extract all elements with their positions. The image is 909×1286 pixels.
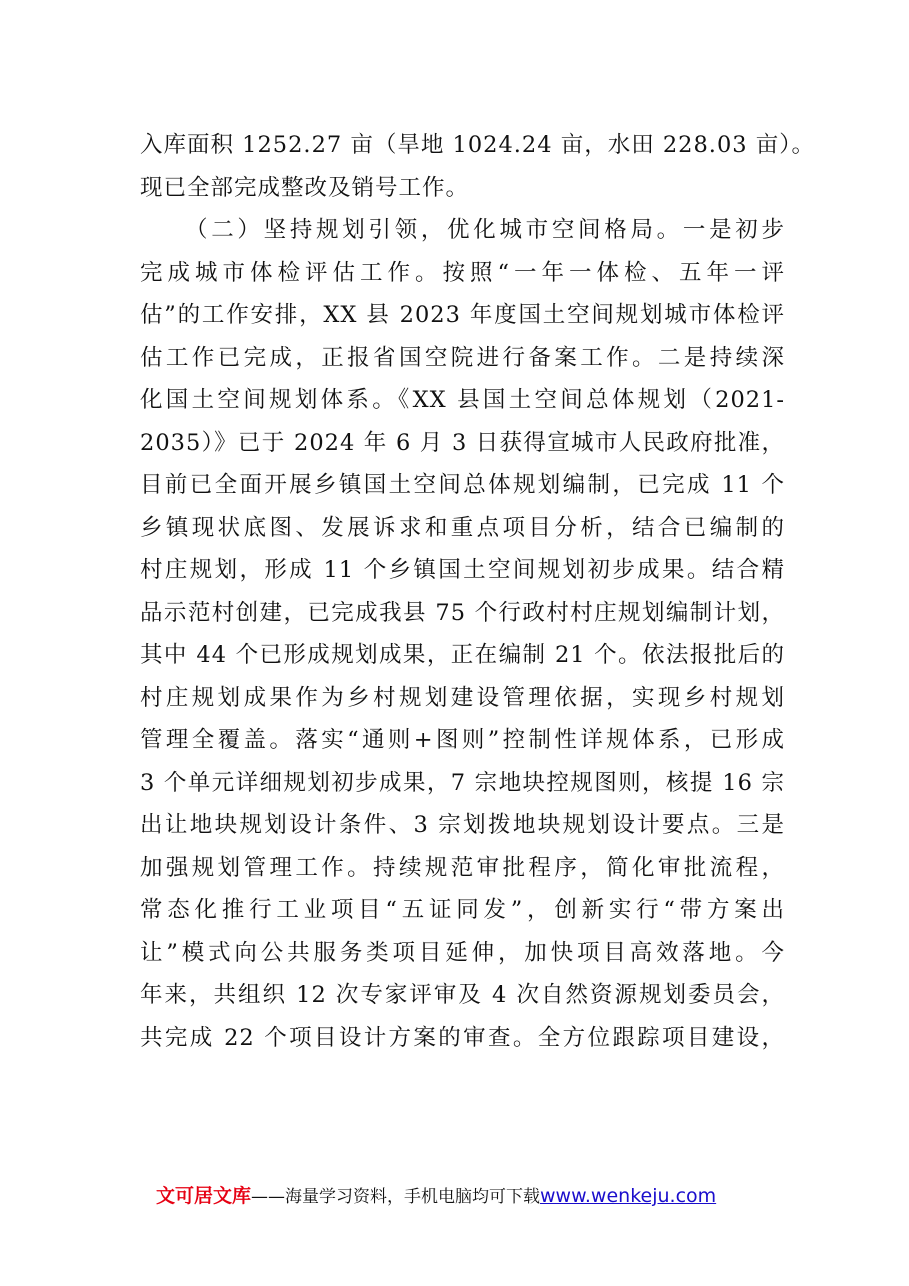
footer-link[interactable]: www.wenkeju.com — [540, 1185, 717, 1207]
document-body — [140, 124, 815, 1059]
footer-brand: 文可居文库 — [156, 1185, 252, 1207]
text-line: 估”的工作安排，XX 县 2023 年度国土空间规划城市体检评 — [140, 302, 785, 328]
text-line: 品示范村创建，已完成我县 75 个行政村村庄规划编制计划， — [140, 599, 785, 626]
text-line: 村庄规划成果作为乡村规划建设管理依据，实现乡村规划 — [140, 684, 785, 711]
text-line: 加强规划管理工作。持续规范审批程序，简化审批流程， — [140, 854, 785, 881]
text-line: 估工作已完成，正报省国空院进行备案工作。二是持续深 — [140, 344, 785, 371]
text-line: 年来，共组织 12 次专家评审及 4 次自然资源规划委员会， — [140, 982, 785, 1008]
text-line: 其中 44 个已形成规划成果，正在编制 21 个。依法报批后的 — [140, 642, 785, 668]
footer-banner — [156, 1180, 796, 1212]
text-line: 乡镇现状底图、发展诉求和重点项目分析，结合已编制的 — [140, 514, 785, 541]
text-line: 入库面积 1252.27 亩（旱地 1024.24 亩，水田 228.03 亩）。 — [140, 132, 815, 158]
text-line: 村庄规划，形成 11 个乡镇国土空间规划初步成果。结合精 — [140, 557, 785, 583]
text-line: 2035）》已于 2024 年 6 月 3 日获得宣城市人民政府批准， — [140, 429, 785, 456]
footer-text: ——海量学习资料，手机电脑均可下载 — [251, 1187, 541, 1207]
text-line: 管理全覆盖。落实“通则+图则”控制性详规体系，已形成 — [140, 727, 785, 753]
text-line: 化国土空间规划体系。《XX 县国土空间总体规划（2021- — [140, 387, 785, 413]
text-line: 目前已全面开展乡镇国土空间总体规划编制，已完成 11 个 — [140, 472, 785, 498]
text-line: 出让地块规划设计条件、3 宗划拨地块规划设计要点。三是 — [140, 812, 785, 838]
text-line: （二）坚持规划引领，优化城市空间格局。一是初步 — [185, 217, 785, 243]
text-line: 共完成 22 个项目设计方案的审查。全方位跟踪项目建设， — [140, 1024, 785, 1051]
text-line: 让”模式向公共服务类项目延伸，加快项目高效落地。今 — [140, 939, 785, 966]
text-line: 完成城市体检评估工作。按照“一年一体检、五年一评 — [140, 259, 785, 286]
text-line: 常态化推行工业项目“五证同发”，创新实行“带方案出 — [140, 897, 785, 923]
text-line: 3 个单元详细规划初步成果，7 宗地块控规图则，核提 16 宗 — [140, 769, 785, 796]
text-line: 现已全部完成整改及销号工作。 — [140, 174, 470, 201]
